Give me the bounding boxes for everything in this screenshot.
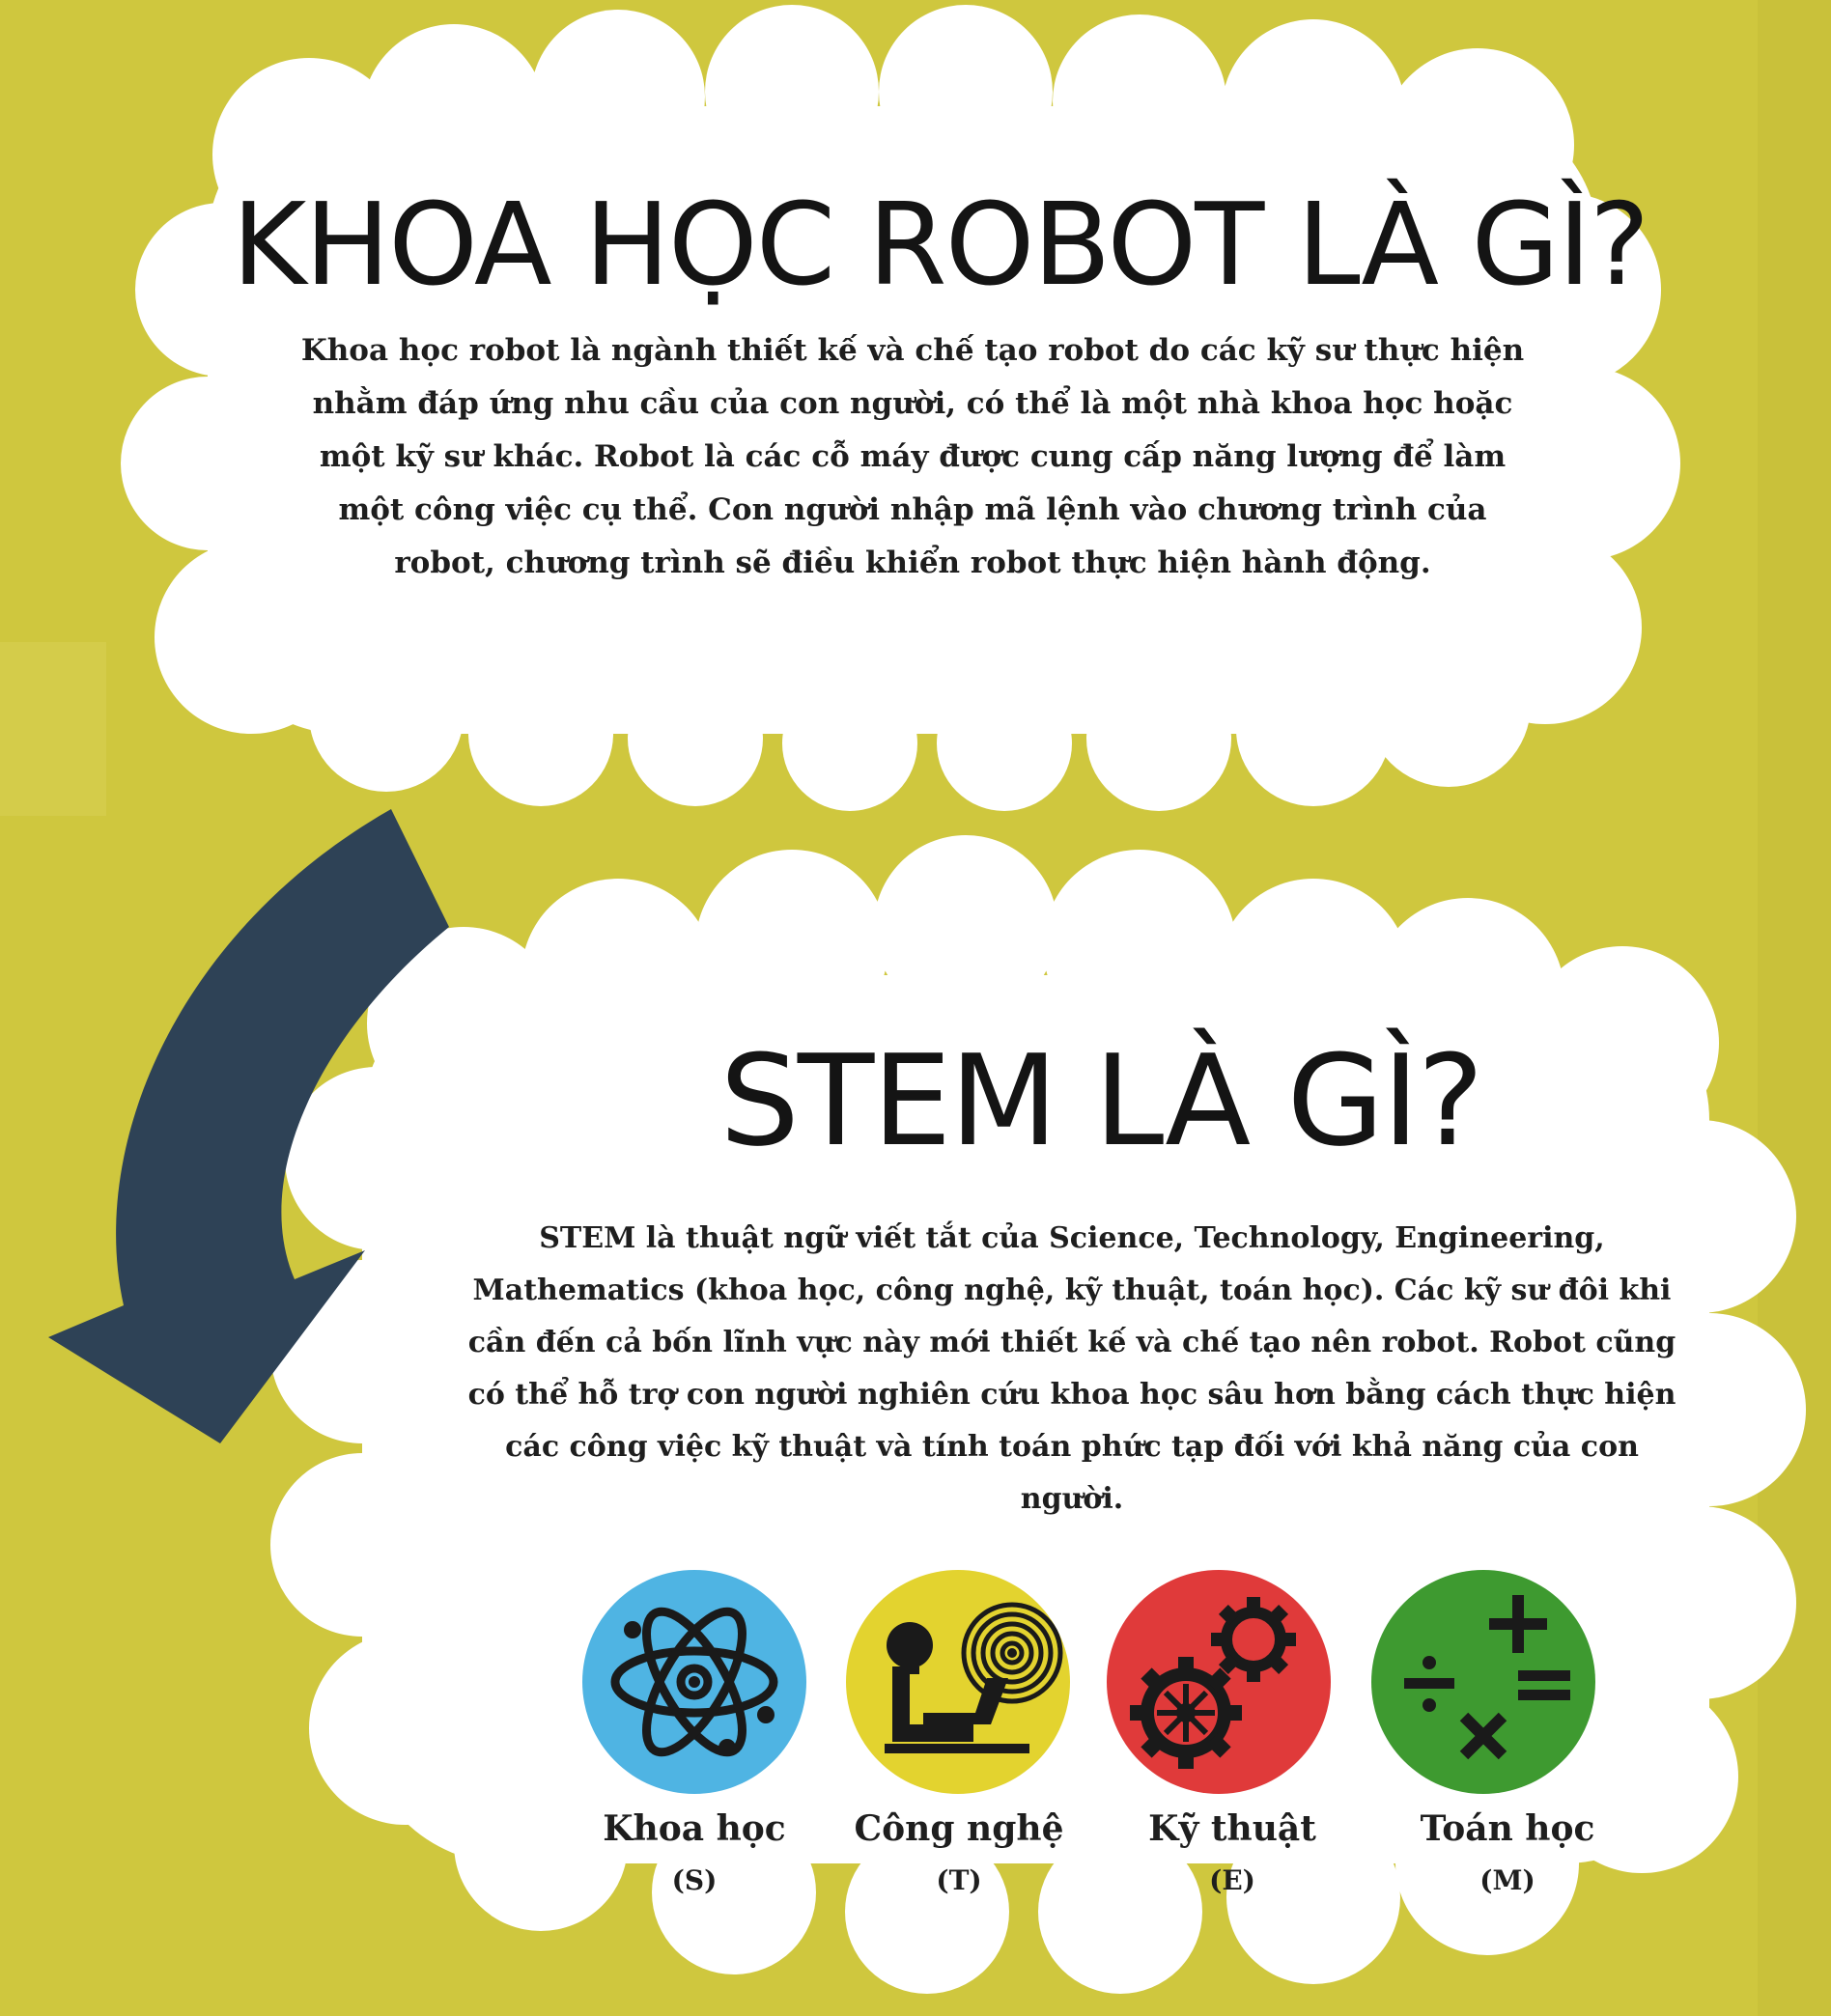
computer-user-icon	[846, 1570, 1070, 1794]
technology-circle	[846, 1570, 1070, 1794]
atom-icon	[582, 1570, 806, 1794]
stem-title: STEM LÀ GÌ?	[719, 1027, 1482, 1174]
engineering-label: Kỹ thuật (E)	[1148, 1808, 1316, 1896]
math-symbols-icon	[1371, 1570, 1595, 1794]
stem-body: STEM là thuật ngữ viết tắt của Science, Technology, Engineering, Mathematics (khoa học, công nghệ, kỹ thuật, toán học). Các kỹ sư đôi khi cần đến cả bốn lĩnh vực này mới thiết kế và chế tạo nên robot. Robot cũng có thể hỗ trợ con người nghiên cứu khoa học sâu hơn bằng cách thực hiện các công việc kỹ thuật và tính toán phức tạp đối với khả năng của con người.	[467, 1221, 1676, 1516]
math-label: Toán học (M)	[1420, 1808, 1595, 1896]
robotics-title: KHOA HỌC ROBOT LÀ GÌ?	[232, 178, 1648, 311]
math-circle	[1371, 1570, 1595, 1794]
engineering-circle	[1107, 1570, 1331, 1794]
technology-label: Công nghệ (T)	[854, 1808, 1064, 1896]
science-label: Khoa học (S)	[603, 1808, 786, 1896]
science-circle	[582, 1570, 806, 1794]
gears-icon	[1107, 1570, 1331, 1794]
robotics-body: Khoa học robot là ngành thiết kế và chế tạo robot do các kỹ sư thực hiện nhằm đáp ứng nhu cầu của con người, có thể là một nhà khoa học hoặc một kỹ sư khác. Robot là các cỗ máy được cung cấp năng lượng để làm một công việc cụ thể. Con người nhập mã lệnh vào chương trình của robot, chương trình sẽ điều khiển robot thực hiện hành động.	[300, 333, 1525, 580]
